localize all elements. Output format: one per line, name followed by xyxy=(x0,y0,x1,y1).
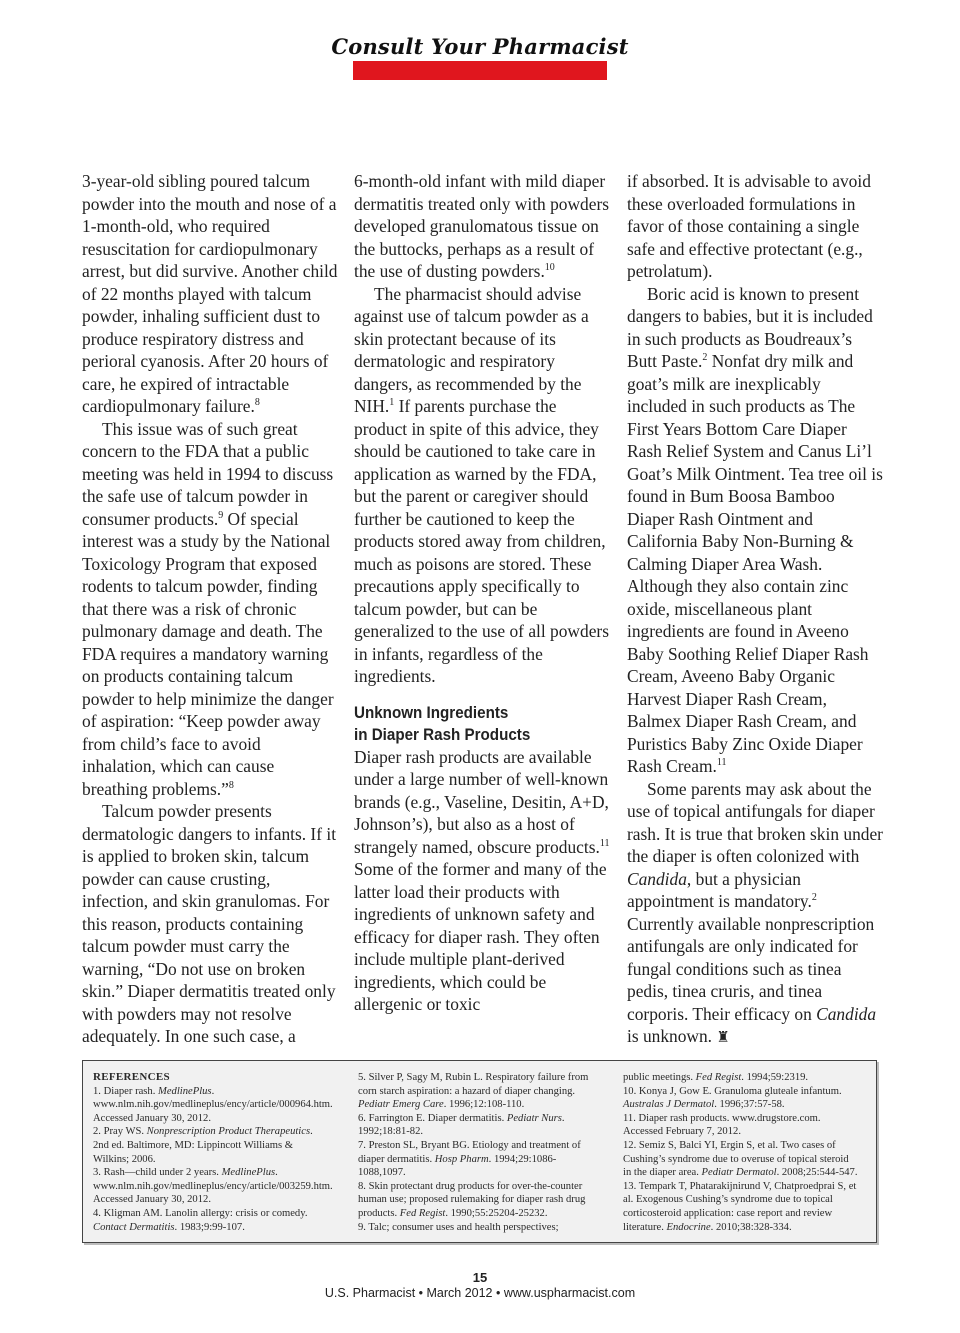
text-run: 6. Farrington E. Diaper dermatitis. xyxy=(358,1112,507,1124)
text-run: 2. Pray WS. xyxy=(93,1126,147,1138)
text-run: . 1994;59:2319. xyxy=(741,1072,809,1083)
reference-item xyxy=(623,1085,859,1112)
citation-superscript: 11 xyxy=(716,757,727,769)
references-column-1 xyxy=(93,1071,333,1234)
text-run: The pharmacist should advise against use of talcum powder as a skin protectant because of its dermatologic and respiratory dangers, as recommended by the NIH. xyxy=(354,283,589,416)
reference-item xyxy=(623,1071,859,1085)
text-run: Talcum powder presents dermatologic dangers to infants. If it is applied to broken skin, talcum powder can cause crusting, infection, and skin granulomas. For this reason, products containing talcum powder must carry the warning, “Do not use on broken skin.” Diaper dermatitis treated only with powders may not resolve adequately. In one such case, a xyxy=(82,801,337,1046)
text-column-2 xyxy=(354,170,610,1016)
reference-item xyxy=(358,1112,594,1139)
citation-superscript: 2 xyxy=(702,352,708,364)
text-run: 12. Semiz S, Balci YI, Ergin S, et al. Two cases of Cushing’s syndrome due to overuse of topical steroid in the diaper area. xyxy=(623,1139,849,1179)
citation-superscript: 11 xyxy=(599,837,610,849)
text-run: This issue was of such great concern to the FDA that a public meeting was held in 1994 to discuss the safe use of talcum powder in consumer products. xyxy=(82,418,334,529)
text-run: 6-month-old infant with mild diaper dermatitis treated only with powders developed granulomatous tissue on the buttocks, perhaps as a result of the use of dusting powders. xyxy=(354,171,610,281)
text-column-1 xyxy=(82,170,338,1048)
publication-line: U.S. Pharmacist • March 2012 • www.uspharmacist.com xyxy=(324,1286,636,1300)
text-run: 7. Preston SL, Bryant BG. Etiology and treatment of diaper dermatitis. xyxy=(358,1139,581,1165)
text-run: . 1992;18:81-82. xyxy=(358,1112,565,1138)
text-run: Nonfat dry milk and goat’s milk are inexplicably included in such products as The First Years Bottom Care Diaper Rash Relief System and Canus Li’l Goat’s Milk Ointment. Tea tree oil is found in Bum Boosa Bamboo Diaper Rash Ointment and California Baby Non-Burning & Calming Diaper Area Wash. Although they also contain zinc oxide, miscellaneous plant ingredients are found in Aveeno Baby Soothing Relief Diaper Rash Cream, Aveeno Baby Organic Harvest Diaper Rash Cream, Balmex Diaper Rash Cream, and Puristics Baby Zinc Oxide Diaper Rash Cream. xyxy=(627,351,883,776)
text-run: . 1996;37:57-58. xyxy=(714,1099,785,1111)
reference-item xyxy=(623,1180,859,1234)
text-run: . 1994;29:1086-1088,1097. xyxy=(358,1153,557,1179)
reference-item xyxy=(93,1125,329,1166)
reference-item xyxy=(358,1139,594,1180)
italic-text: Candida xyxy=(816,1003,877,1024)
paragraph xyxy=(82,418,338,801)
citation-superscript: 8 xyxy=(228,779,234,791)
text-run: 5. Silver P, Sagy M, Rubin L. Respiratory failure from corn starch aspiration: a hazard of diaper changing. xyxy=(358,1072,589,1097)
text-run: 11. Diaper rash products. www.drugstore.com. Accessed February 7, 2012. xyxy=(623,1112,821,1138)
text-run: 13. Tempark T, Phatarakijnirund V, Chatproedprai S, et al. Exogenous Cushing’s syndrome due to topical corticosteroid application: case report and review literature. xyxy=(623,1180,857,1233)
italic-text: MedlinePlus xyxy=(221,1167,276,1179)
reference-list xyxy=(93,1085,333,1235)
text-run: , but a physician appointment is mandatory. xyxy=(627,868,812,911)
paragraph xyxy=(354,746,610,1016)
reference-item xyxy=(358,1221,594,1235)
paragraph xyxy=(82,800,338,1048)
italic-text: Contact Dermatitis xyxy=(93,1221,175,1233)
text-run: 9. Talc; consumer uses and health perspectives; xyxy=(358,1221,559,1233)
italic-text: Pediatr Emerg Care xyxy=(358,1099,444,1111)
italic-text: Pediatr Dermatol xyxy=(701,1167,777,1179)
text-run: . 2nd ed. Baltimore, MD: Lippincott Williams & Wilkins; 2006. xyxy=(93,1126,313,1165)
header-accent-bar xyxy=(353,61,607,80)
text-run: . www.nlm.nih.gov/medlineplus/ency/article/000964.htm. Accessed January 30, 2012. xyxy=(93,1085,333,1124)
text-run: If parents purchase the product in spite of this advice, they should be cautioned to take care in application as warned by the FDA, but the parent or caregiver should further be cautioned to keep the products stored away from children, much as poisons are stored. These precautions apply specifically to talcum powder, but can be generalized to the use of all powders in infants, regardless of the ingredients. xyxy=(354,396,609,686)
text-run: . www.nlm.nih.gov/medlineplus/ency/article/003259.htm. Accessed January 30, 2012. xyxy=(93,1167,333,1206)
reference-item xyxy=(358,1071,594,1112)
text-run: 1. Diaper rash. xyxy=(93,1085,159,1097)
text-run: if absorbed. It is advisable to avoid these overloaded formulations in favor of those containing a single safe and effective protectant (e.g., petrolatum). xyxy=(627,171,871,281)
citation-superscript: 2 xyxy=(811,892,817,904)
page-header xyxy=(0,34,960,59)
text-run: Some parents may ask about the use of topical antifungals for diaper rash. It is true that broken skin under the diaper is often colonized with xyxy=(627,778,883,866)
text-run: . 1996;12:108-110. xyxy=(443,1099,525,1111)
italic-text: Hosp Pharm xyxy=(434,1153,489,1165)
reference-item xyxy=(623,1112,859,1139)
section-heading xyxy=(354,702,590,746)
reference-item xyxy=(93,1207,329,1234)
italic-text: MedlinePlus xyxy=(158,1085,212,1097)
page-number: 15 xyxy=(472,1270,488,1285)
italic-text: Fed Regist xyxy=(399,1207,446,1219)
citation-superscript: 10 xyxy=(544,262,555,274)
references-column-2 xyxy=(358,1071,594,1234)
text-run: . 2010;38:328-334. xyxy=(710,1221,792,1233)
italic-text: Nonprescription Product Therapeutics xyxy=(146,1126,311,1138)
references-column-3 xyxy=(623,1071,859,1234)
text-run: Of special interest was a study by the National Toxicology Program that exposed rodents to talcum powder, finding that there was a risk of chronic pulmonary damage and death. The FDA requires a mandatory warning on products containing talcum powder to help minimize the danger of aspiration: “Keep powder away from child’s face to avoid inhalation, which can cause breathing problems.” xyxy=(82,508,334,799)
reference-item xyxy=(93,1085,333,1126)
paragraph xyxy=(82,170,338,418)
reference-item xyxy=(93,1166,333,1207)
heading-line: in Diaper Rash Products xyxy=(354,725,531,744)
italic-text: Endocrine xyxy=(666,1221,711,1233)
text-run: . 1990;55:25204-25232. xyxy=(445,1207,548,1219)
section-title: Consult Your Pharmacist xyxy=(331,34,629,59)
italic-text: Candida xyxy=(627,868,687,889)
reference-list xyxy=(623,1071,859,1234)
text-column-3 xyxy=(627,170,883,1050)
italic-text: Australas J Dermatol xyxy=(623,1099,715,1111)
paragraph xyxy=(627,283,883,778)
text-run: . 2008;25:544-547. xyxy=(776,1167,858,1179)
text-run: 3. Rash—child under 2 years. xyxy=(93,1167,222,1179)
references-heading: REFERENCES xyxy=(93,1071,170,1083)
text-run: 3-year-old sibling poured talcum powder into the mouth and nose of a 1-month-old, who required resuscitation for cardiopulmonary arrest, but did survive. Another child of 22 months played with talcum powder, inhaling sufficient dust to produce respiratory distress and perioral cyanosis. After 20 hours of care, he expired of intractable cardiopulmonary failure. xyxy=(82,171,338,416)
text-run: Currently available nonprescription antifungals are only indicated for fungal conditions such as tinea pedis, tinea cruris, and tinea corporis. Their efficacy on xyxy=(627,913,875,1024)
page-footer xyxy=(0,1270,960,1300)
text-run: Diaper rash products are available under a large number of well-known brands (e.g., Vaseline, Desitin, A+D, Johnson’s), but also as a host of strangely named, obscure products. xyxy=(354,746,609,857)
text-run: 8. Skin protectant drug products for over-the-counter human use; proposed rulemaking for diaper rash drug products. xyxy=(358,1180,586,1219)
paragraph xyxy=(627,170,883,283)
text-run: Some of the former and many of the latter load their products with ingredients of unknown safety and efficacy for diaper rash. They often include multiple plant-derived ingredients, which could be allergenic or toxic xyxy=(354,859,607,1014)
italic-text: Fed Regist xyxy=(695,1072,742,1083)
text-run: 4. Kligman AM. Lanolin allergy: crisis or comedy. xyxy=(93,1207,308,1219)
end-of-article-icon: ♜ xyxy=(716,1030,730,1046)
heading-line: Unknown Ingredients xyxy=(354,703,509,722)
reference-item xyxy=(358,1180,594,1221)
paragraph xyxy=(354,170,610,283)
text-run: is unknown. xyxy=(627,1026,717,1046)
paragraph-text xyxy=(627,779,883,1047)
citation-superscript: 8 xyxy=(254,397,260,409)
paragraph xyxy=(354,283,610,688)
text-run: 10. Konya J, Gow E. Granuloma gluteale infantum. xyxy=(623,1085,842,1097)
text-run: public meetings. xyxy=(623,1072,696,1083)
text-run: . 1983;9:99-107. xyxy=(174,1221,245,1233)
text-run: Boric acid is known to present dangers to babies, but it is included in such products as Boudreaux’s Butt Paste. xyxy=(627,283,873,371)
reference-list xyxy=(358,1071,594,1234)
italic-text: Pediatr Nurs xyxy=(506,1112,562,1124)
references-box xyxy=(82,1060,877,1243)
paragraph xyxy=(627,778,883,1050)
citation-superscript: 1 xyxy=(389,397,395,409)
reference-item xyxy=(623,1139,859,1180)
citation-superscript: 9 xyxy=(218,509,224,521)
